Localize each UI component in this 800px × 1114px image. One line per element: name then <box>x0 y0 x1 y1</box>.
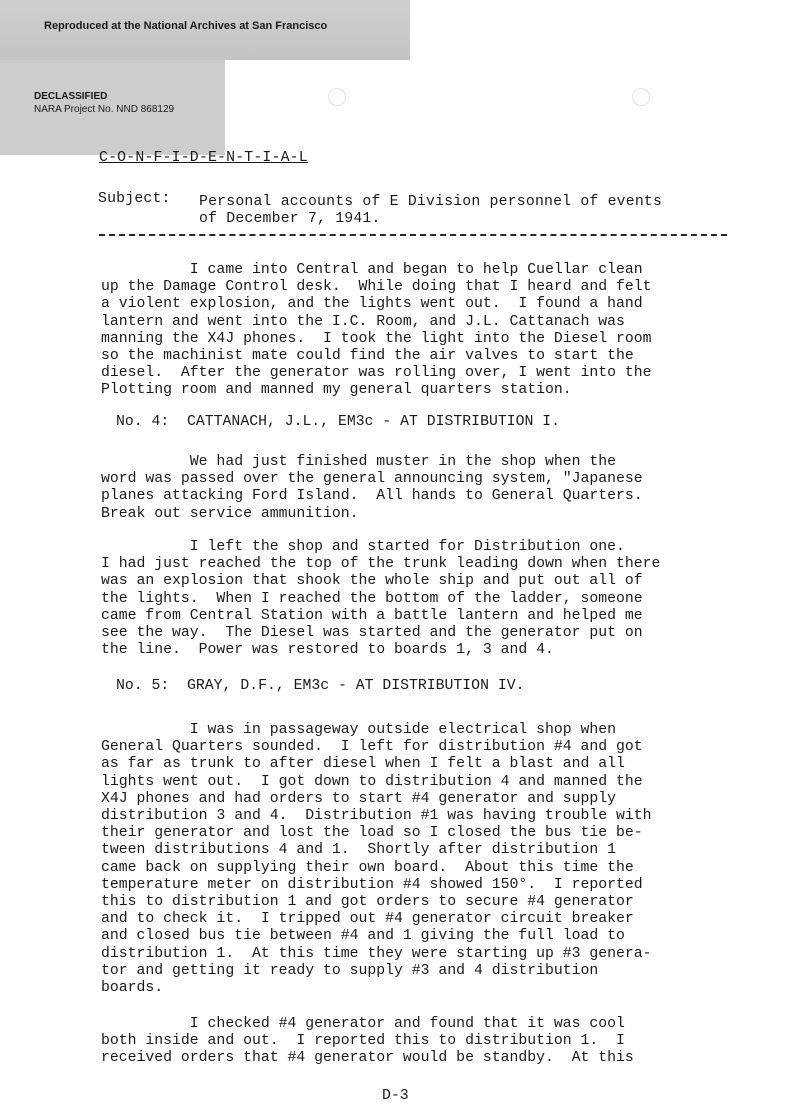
subject-text-line-2: of December 7, 1941. <box>199 211 381 227</box>
paragraph-central-account: I came into Central and began to help Cuellar clean up the Damage Control desk. While doing that I heard and felt a violent explosion, and the lights went out. I found a hand lantern and went into the I.C. Room, and J.L. Cattanach was manning the X4J phones. I took the light into the Diesel room so the machinist mate could find the air valves to start the diesel. After the generator was rolling over, I went into the Plotting room and manned my general quarters station. <box>101 262 652 399</box>
subject-text-line-1: Personal accounts of E Division personnel of events <box>199 194 663 210</box>
declassified-project-number: NARA Project No. NND 868129 <box>34 104 175 115</box>
paragraph-cattanach-muster: We had just finished muster in the shop when the word was passed over the general announcing system, "Japanese planes attacking Ford Island. All hands to General Quarters. Break out service ammunition. <box>101 454 643 522</box>
reproduction-stamp <box>0 0 410 60</box>
punch-hole-left <box>328 88 346 106</box>
paragraph-gray-generator-check: I checked #4 generator and found that it was cool both inside and out. I reported this to distribution 1. I received orders that #4 generator would be standby. At this <box>101 1016 634 1067</box>
classification-marking: C-O-N-F-I-D-E-N-T-I-A-L <box>99 150 308 166</box>
paragraph-cattanach-distribution: I left the shop and started for Distribution one. I had just reached the top of the trunk leading down when there was an explosion that shook the whole ship and put out all of the lights. When I reached the bottom of the ladder, someone came from Central Station with a battle lantern and helped me see the way. The Diesel was started and the generator put on the line. Power was restored to boards 1, 3 and 4. <box>101 539 661 659</box>
dashed-separator <box>99 234 727 236</box>
subject-label: Subject: <box>98 191 171 207</box>
heading-no-4-cattanach: No. 4: CATTANACH, J.L., EM3c - AT DISTRIBUTION I. <box>116 414 560 430</box>
reproduction-stamp-text: Reproduced at the National Archives at San Francisco <box>44 20 328 32</box>
paragraph-gray-account: I was in passageway outside electrical shop when General Quarters sounded. I left for distribution #4 and got as far as trunk to after diesel when I felt a blast and all lights went out. I got down to distribution 4 and manned the X4J phones and had orders to start #4 generator and supply distribution 3 and 4. Distribution #1 was having trouble with their generator and lost the load so I closed the bus tie be- tween distributions 4 and 1. Shortly after distribution 1 came back on supplying their own board. About this time the temperature meter on distribution #4 showed 150°. I reported this to distribution 1 and got orders to secure #4 generator and to check it. I tripped out #4 generator circuit breaker and closed bus tie between #4 and 1 giving the full load to distribution 1. At this time they were starting up #3 genera- tor and getting it ready to supply #3 and 4 distribution boards. <box>101 722 652 997</box>
heading-no-5-gray: No. 5: GRAY, D.F., EM3c - AT DISTRIBUTION IV. <box>116 678 525 694</box>
punch-hole-right <box>632 88 650 106</box>
declassified-title: DECLASSIFIED <box>34 91 108 102</box>
declassified-stamp <box>0 60 225 155</box>
page-number: D-3 <box>382 1088 409 1104</box>
